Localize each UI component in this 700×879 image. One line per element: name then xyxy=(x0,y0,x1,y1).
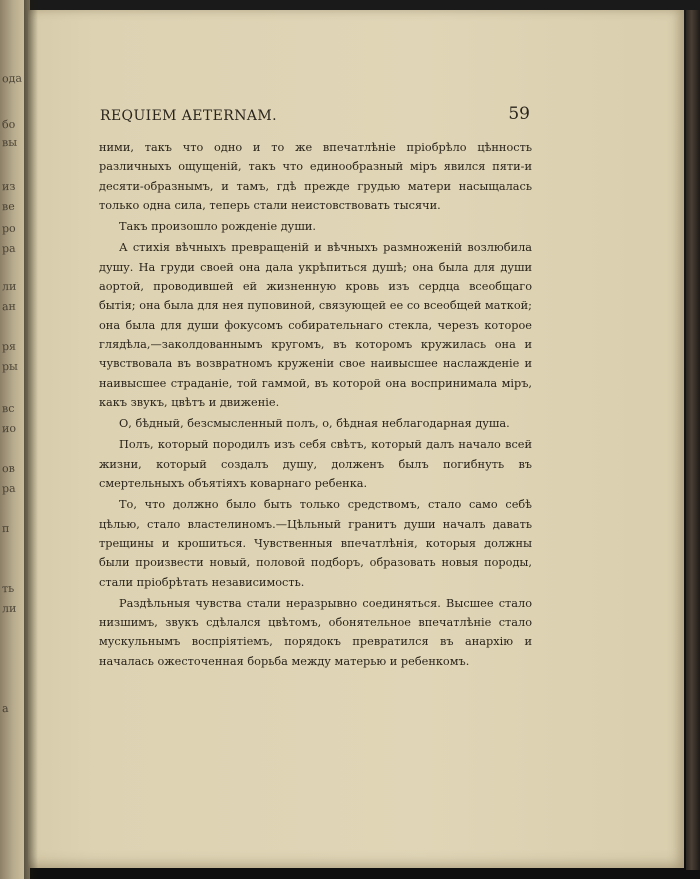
left-page-fragment: ро xyxy=(1,221,16,236)
left-page-fragment: ли xyxy=(1,279,17,294)
left-page-fragment: ве xyxy=(1,199,15,214)
left-page-fragment: ан xyxy=(1,299,17,314)
left-page-fragment: вы xyxy=(1,135,18,150)
running-title: REQUIEM AETERNAM. xyxy=(100,108,277,124)
left-page-fragment: ода xyxy=(1,71,23,86)
paragraph: Раздѣльныя чувства стали неразрывно соединяться. Высшее стало низшимъ, звукъ сдѣлался цвѣтомъ, обонятельное впечатлѣніе стало мускульнымъ воспріятіемъ, порядокъ превратился въ анархію и началась ожесточенная борьба между матерью и ребенкомъ. xyxy=(99,596,532,668)
body-text xyxy=(99,138,532,673)
left-page-fragment: ря xyxy=(1,339,17,354)
paragraph: То, что должно было быть только средствомъ, стало само себѣ цѣлью, стало властелиномъ.—Цѣльный гранитъ души началъ давать трещины и крошиться. Чувственныя впечатлѣнія, которыя должны были произвести новый, половой подборъ, образовать новыя породы, стали пріобрѣтать независимость. xyxy=(99,498,532,589)
left-page-fragment: бо xyxy=(1,117,16,132)
page-number: 59 xyxy=(508,104,530,124)
paragraph: О, бѣдный, безсмысленный полъ, о, бѣдная неблагодарная душа. xyxy=(119,417,510,431)
paragraph: А стихія вѣчныхъ превращеній и вѣчныхъ размноженій возлюбила душу. На груди своей она дала укрѣпиться душѣ; она была для души аортой, проводившей ей жизненную кровь изъ сердца всеобщаго бытія; она была для нея пуповиной, связующей ее со всеобщей маткой; она была для души фокусомъ собирательнаго стекла, черезъ которое глядѣла,—заколдованнымъ кругомъ, въ которомъ кружилась она и чувствовала въ возвратномъ круженіи свое наивысшее наслажденіе и наивысшее страданіе, той гаммой, въ которой она воспринимала міръ, какъ звукъ, цвѣтъ и движеніе. xyxy=(99,241,532,409)
paragraph: ними, такъ что одно и то же впечатлѣніе пріобрѣло цѣнность различныхъ ощущеній, такъ что единообразный міръ явился пяти-и десяти-образнымъ, и тамъ, гдѣ прежде грудью матери насыщалась только одна сила, теперь стали неистовствовать тысячи. xyxy=(99,141,532,212)
left-page-fragment: ов xyxy=(1,461,16,476)
left-page-fragment: ть xyxy=(1,581,15,596)
book-cover-edge xyxy=(686,10,700,870)
left-page-fragment: ра xyxy=(1,241,16,256)
left-page-fragment: вс xyxy=(1,401,15,416)
left-page-fragment: ра xyxy=(1,481,16,496)
gutter-shadow xyxy=(24,0,38,879)
left-page-fragment: п xyxy=(1,521,10,536)
left-page-fragment: ли xyxy=(1,601,17,616)
left-page-fragment: а xyxy=(1,701,9,716)
paragraph: Такъ произошло рожденіе души. xyxy=(119,220,316,234)
paragraph: Полъ, который породилъ изъ себя свѣтъ, который далъ начало всей жизни, который создалъ душу, долженъ былъ погибнуть въ смертельныхъ объятіяхъ коварнаго ребенка. xyxy=(99,438,532,491)
left-page-fragment: из xyxy=(1,179,16,194)
left-page-fragment: ры xyxy=(1,359,19,374)
left-page-fragment: ио xyxy=(1,421,17,436)
